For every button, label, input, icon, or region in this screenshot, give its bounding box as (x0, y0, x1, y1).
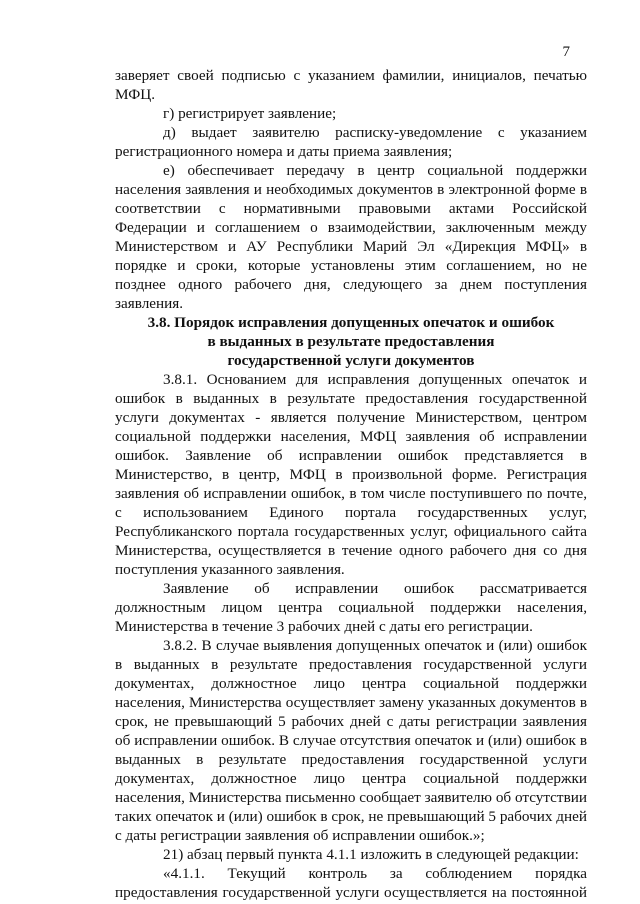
paragraph-review: Заявление об исправлении ошибок рассматривается должностным лицом центра социальной поддержки населения, Министерства в течение 3 рабочих дней с даты его регистрации. (115, 580, 587, 635)
paragraph-3-8-2: 3.8.2. В случае выявления допущенных опечаток и (или) ошибок в выданных в результате предоставления государственной услуги документах, должностное лицо центра социальной поддержки населения, Министерства осуществляет замену указанных документов в срок, не превышающий 5 рабочих дней с даты регистрации заявления об исправлении ошибок. В случае отсутствия опечаток и (или) ошибок в выданных в результате предоставления государственной услуги документах, должностное лицо центра социальной поддержки населения, Министерства письменно сообщает заявителю об отсутствии таких опечаток и (или) ошибок в срок, не превышающий 5 рабочих дней с даты регистрации заявления об исправлении ошибок.»; (115, 637, 587, 844)
paragraph-amendment-21: 21) абзац первый пункта 4.1.1 изложить в следующей редакции: (163, 846, 579, 863)
paragraph-4-1-1: «4.1.1. Текущий контроль за соблюдением порядка предоставления государственной услуги осуществляется на постоянной (115, 865, 587, 901)
paragraph-3-8-1: 3.8.1. Основанием для исправления допущенных опечаток и ошибок в выданных в результате предоставления государственной услуги документах - является получение Министерством, центром социальной поддержки населения, МФЦ заявления об исправлении ошибок. Заявление об исправлении ошибок представляется в Министерство, в центр, МФЦ в произвольной форме. Регистрация заявления об исправлении ошибок, в том числе поступившего по почте, с использованием Единого портала государственных услуг, Республиканского портала государственных услуг, официального сайта Министерства, осуществляется в течение одного рабочего дня со дня поступления указанного заявления. (115, 371, 587, 578)
page-number: 7 (562, 44, 570, 60)
section-heading (115, 313, 587, 370)
document-body (115, 66, 587, 902)
section-heading-line: государственной услуги документов (227, 352, 475, 369)
paragraph: заверяет своей подписью с указанием фамилии, инициалов, печатью МФЦ. (115, 67, 587, 103)
paragraph-item-e: е) обеспечивает передачу в центр социальной поддержки населения заявления и необходимых документов в электронной форме в соответствии с нормативными правовыми актами Российской Федерации и соглашением о взаимодействии, заключенным между Министерством и АУ Республики Марий Эл «Дирекция МФЦ» в порядке и сроки, которые установлены этим соглашением, но не позднее одного рабочего дня, следующего за днем поступления заявления. (115, 162, 587, 312)
section-heading-line: 3.8. Порядок исправления допущенных опечаток и ошибок (147, 314, 555, 331)
section-heading-line: в выданных в результате предоставления (207, 333, 495, 350)
paragraph-item-d: д) выдает заявителю расписку-уведомление с указанием регистрационного номера и даты приема заявления; (115, 124, 587, 160)
paragraph-item-g: г) регистрирует заявление; (163, 105, 337, 122)
